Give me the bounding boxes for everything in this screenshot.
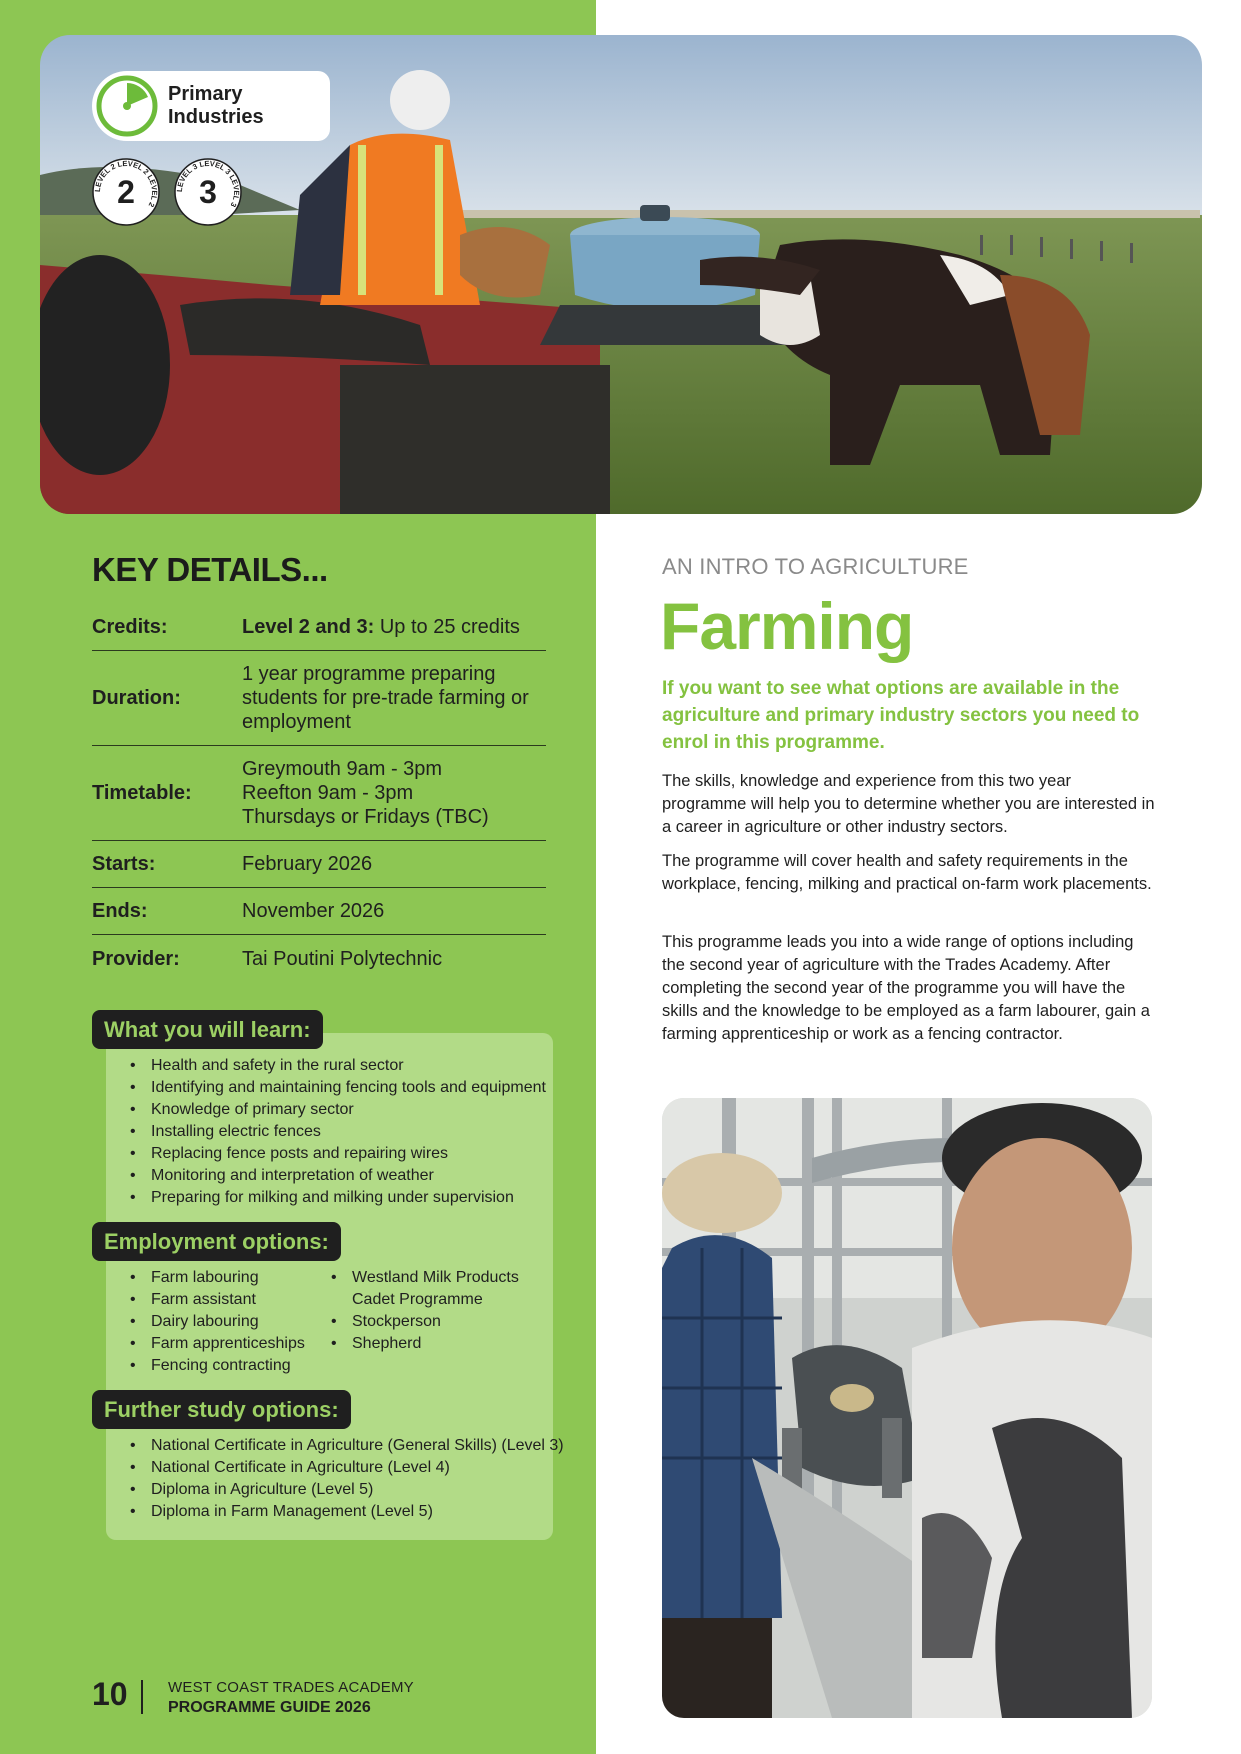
key-details-value (242, 615, 546, 639)
footer-line-1: WEST COAST TRADES ACADEMY (168, 1679, 414, 1696)
key-details-label: Ends: (92, 900, 148, 922)
list-item: • Installing electric fences (130, 1121, 546, 1143)
list-item: • Identifying and maintaining fencing tools and equipment (130, 1077, 546, 1099)
employment-heading: Employment options: (92, 1222, 341, 1261)
milking-shed-photo (662, 1098, 1152, 1718)
article-kicker: AN INTRO TO AGRICULTURE (662, 554, 969, 579)
list-item: • Shepherd (331, 1333, 519, 1355)
key-details-row-ends (92, 888, 546, 935)
employment-list-col2 (331, 1267, 519, 1355)
level-3-number: 3 (199, 174, 217, 210)
key-details-row-timetable (92, 746, 546, 841)
key-details-row-duration (92, 651, 546, 746)
employment-list-col1 (130, 1267, 305, 1377)
list-item: • National Certificate in Agriculture (General Skills) (Level 3) (130, 1435, 564, 1457)
key-details-row-provider (92, 935, 546, 982)
primary-industries-logo-icon (95, 74, 159, 138)
list-item: • Diploma in Farm Management (Level 5) (130, 1501, 564, 1523)
level-2-ring-text: LEVEL 2 LEVEL 2 LEVEL 2 (92, 158, 160, 209)
article-paragraph-2: The programme will cover health and safety requirements in the workplace, fencing, milking and practical on-farm work placements. (662, 852, 1152, 893)
list-item: • Farm labouring (130, 1267, 305, 1289)
key-details-value: Greymouth 9am - 3pm Reefton 9am - 3pm Thursdays or Fridays (TBC) (242, 758, 489, 828)
level-3-ring-text: LEVEL 3 LEVEL 3 LEVEL 3 (174, 158, 242, 209)
key-details-label: Provider: (92, 947, 180, 970)
key-details-label: Duration: (92, 687, 181, 709)
list-item: • Fencing contracting (130, 1355, 305, 1377)
key-details-row-credits (92, 604, 546, 651)
list-item: • Health and safety in the rural sector (130, 1055, 546, 1077)
list-item: • Farm assistant (130, 1289, 305, 1311)
further-study-list (130, 1435, 564, 1523)
footer-divider (141, 1680, 143, 1714)
list-item: • Preparing for milking and milking under supervision (130, 1187, 546, 1209)
learn-heading: What you will learn: (92, 1010, 323, 1049)
article-paragraph-3: This programme leads you into a wide range of options including the second year of agriculture with the Trades Academy. After completing the second year of the programme you will have the skills and the knowledge to be employed as a farm labourer, gain a farming apprenticeship or work as a fencing contractor. (662, 933, 1150, 1043)
list-item: • National Certificate in Agriculture (Level 4) (130, 1457, 564, 1479)
level-2-number: 2 (117, 174, 135, 210)
key-details-value: Tai Poutini Polytechnic (242, 947, 443, 970)
key-details-row-starts (92, 841, 546, 888)
key-details-value: 1 year programme preparing students for pre-trade farming or employment (242, 663, 529, 733)
level-3-badge-icon (173, 157, 243, 227)
key-details-title: KEY DETAILS... (92, 551, 328, 588)
key-details-label: Credits: (92, 616, 168, 638)
article-title: Farming (660, 589, 914, 663)
level-2-badge-icon (91, 157, 161, 227)
key-details-label: Starts: (92, 853, 156, 875)
article-paragraph-1: The skills, knowledge and experience from this two year programme will help you to determine whether you are interested in a career in agriculture or other industry sectors. (662, 772, 1155, 836)
page-number: 10 (92, 1676, 128, 1712)
list-item: • Replacing fence posts and repairing wires (130, 1143, 546, 1165)
key-details-value-bold: Level 2 and 3: (242, 616, 375, 638)
list-item: • Westland Milk Products (331, 1267, 519, 1289)
key-details-label: Timetable: (92, 782, 192, 804)
primary-industries-badge (92, 71, 330, 141)
list-item: • Stockperson (331, 1311, 519, 1333)
article-lede: If you want to see what options are available in the agriculture and primary industry sectors you need to enrol in this programme. (662, 678, 1140, 753)
badge-line-1: Primary (168, 83, 243, 105)
key-details-table (92, 604, 546, 982)
key-details-value: February 2026 (242, 853, 373, 875)
footer-line-2: PROGRAMME GUIDE 2026 (168, 1699, 371, 1716)
list-item: • Monitoring and interpretation of weather (130, 1165, 546, 1187)
list-item: • Knowledge of primary sector (130, 1099, 546, 1121)
list-item: • Diploma in Agriculture (Level 5) (130, 1479, 564, 1501)
list-item: • Farm apprenticeships (130, 1333, 305, 1355)
list-item: Cadet Programme (352, 1291, 483, 1308)
key-details-value: November 2026 (242, 900, 385, 922)
learn-list (130, 1055, 546, 1209)
key-details-value-text: Up to 25 credits (374, 616, 520, 638)
further-study-heading: Further study options: (92, 1390, 351, 1429)
badge-line-2: Industries (168, 106, 264, 128)
list-item: • Dairy labouring (130, 1311, 305, 1333)
